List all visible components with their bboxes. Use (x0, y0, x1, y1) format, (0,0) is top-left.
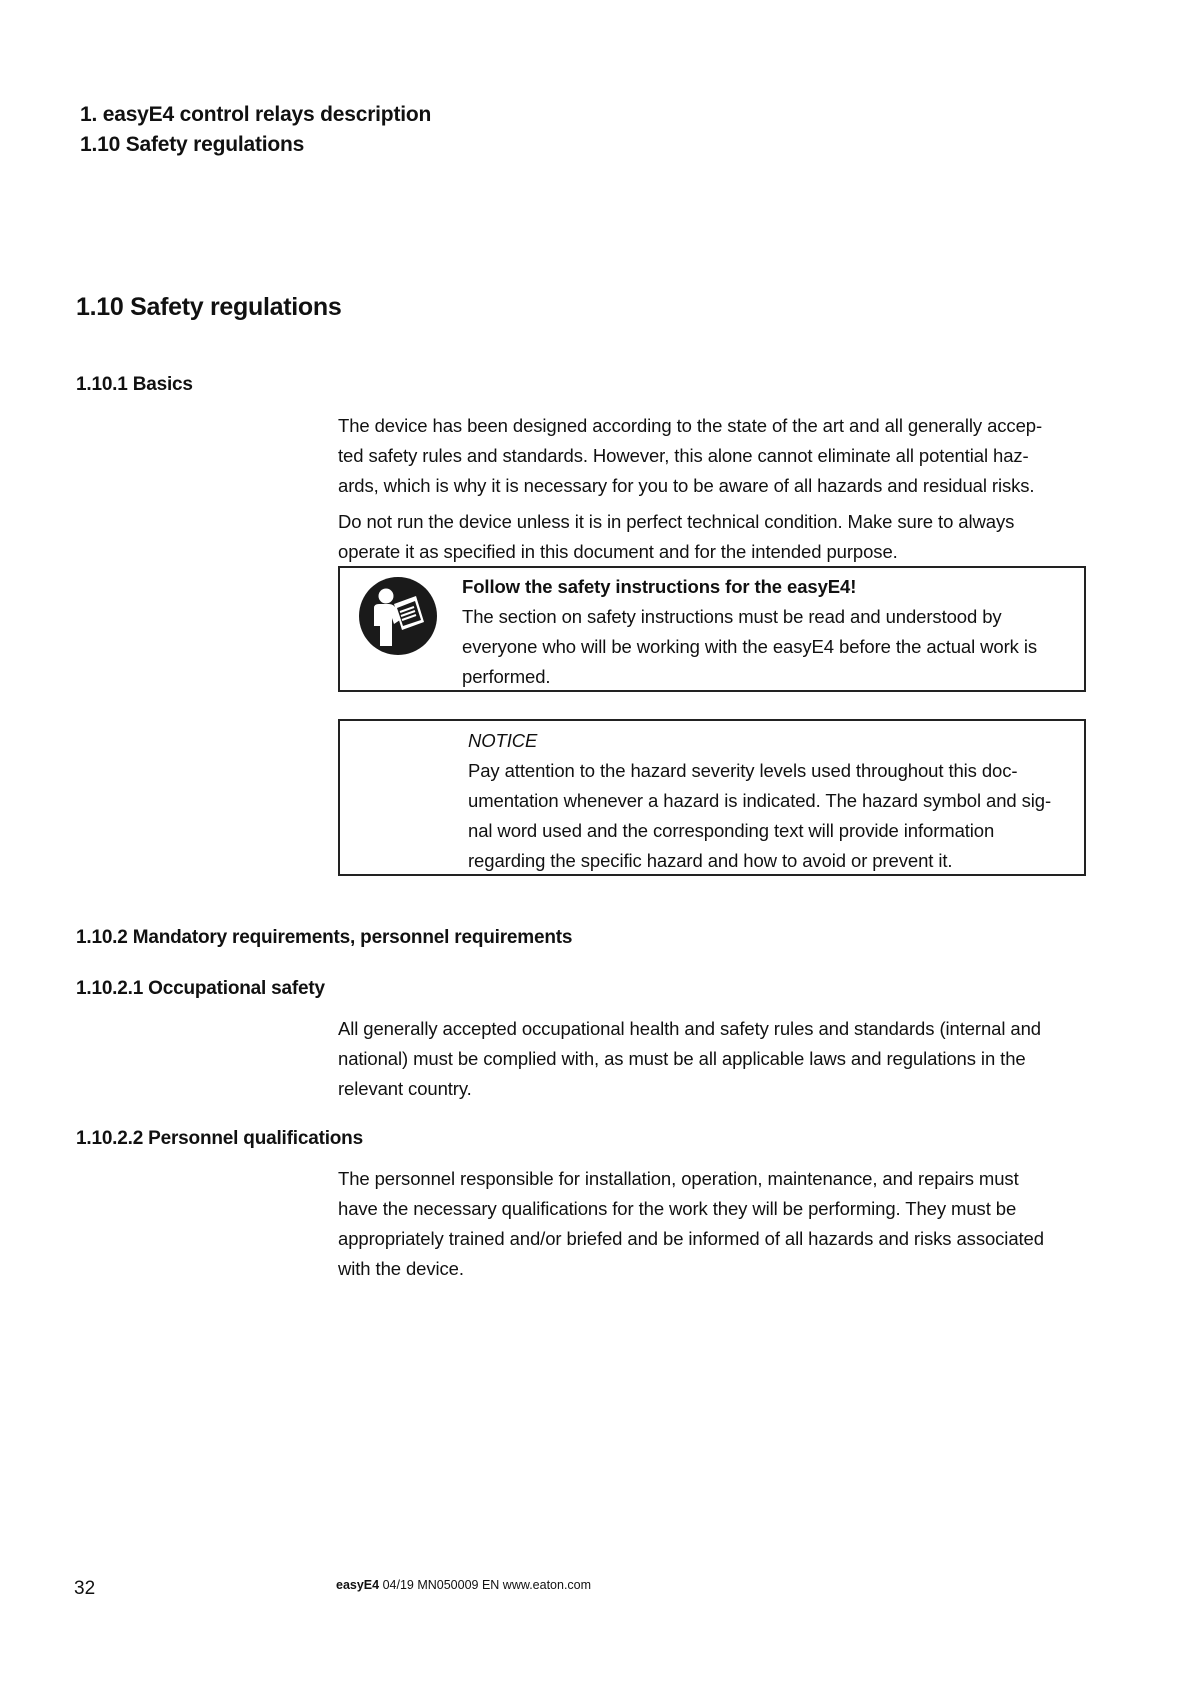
footer-brand: easyE4 (336, 1578, 380, 1592)
notice-label: NOTICE (468, 730, 538, 751)
text-line: ards, which is why it is necessary for you to be aware of all hazards and residual risks. (338, 475, 1035, 496)
occupational-paragraph (338, 1014, 1088, 1104)
text-line: umentation whenever a hazard is indicated. The hazard symbol and sig- (468, 790, 1052, 811)
basics-heading: 1.10.1 Basics (76, 374, 193, 395)
notice-box-text (468, 726, 1080, 876)
basics-paragraph-2 (338, 507, 1088, 567)
text-line: ted safety rules and standards. However, this alone cannot eliminate all potential haz- (338, 445, 1029, 466)
page-number: 32 (74, 1578, 96, 1599)
occupational-heading: 1.10.2.1 Occupational safety (76, 978, 325, 999)
text-line: performed. (462, 666, 551, 687)
running-header (80, 100, 431, 160)
text-line: nal word used and the corresponding text will provide information (468, 820, 995, 841)
text-line: everyone who will be working with the easyE4 before the actual work is (462, 636, 1038, 657)
text-line: regarding the specific hazard and how to avoid or prevent it. (468, 850, 953, 871)
personnel-heading: 1.10.2.2 Personnel qualifications (76, 1128, 363, 1149)
safety-box-title: Follow the safety instructions for the easyE4! (462, 576, 857, 597)
text-line: appropriately trained and/or briefed and be informed of all hazards and risks associated (338, 1228, 1044, 1249)
text-line: relevant country. (338, 1078, 472, 1099)
text-line: The section on safety instructions must be read and understood by (462, 606, 1002, 627)
header-chapter: 1. easyE4 control relays description (80, 103, 432, 126)
text-line: operate it as specified in this document and for the intended purpose. (338, 541, 898, 562)
text-line: Pay attention to the hazard severity levels used throughout this doc- (468, 760, 1018, 781)
page-title: 1.10 Safety regulations (76, 293, 342, 321)
personnel-body (338, 1164, 1088, 1284)
footer-info (336, 1578, 591, 1592)
text-line: Do not run the device unless it is in perfect technical condition. Make sure to always (338, 511, 1015, 532)
personnel-paragraph (338, 1164, 1088, 1284)
mandatory-heading: 1.10.2 Mandatory requirements, personnel requirements (76, 927, 573, 948)
text-line: The device has been designed according to the state of the art and all generally accep- (338, 415, 1043, 436)
basics-body (338, 411, 1088, 567)
header-section: 1.10 Safety regulations (80, 133, 305, 156)
notice-box (338, 719, 1086, 876)
text-line: have the necessary qualifications for the work they will be performing. They must be (338, 1198, 1017, 1219)
read-manual-icon (358, 576, 438, 656)
safety-box-text (462, 572, 1080, 692)
safety-instructions-box (338, 566, 1086, 692)
text-line: All generally accepted occupational health and safety rules and standards (internal and (338, 1018, 1041, 1039)
text-line: The personnel responsible for installation, operation, maintenance, and repairs must (338, 1168, 1019, 1189)
text-line: national) must be complied with, as must be all applicable laws and regulations in the (338, 1048, 1026, 1069)
text-line: with the device. (338, 1258, 464, 1279)
footer-details: 04/19 MN050009 EN www.eaton.com (379, 1578, 592, 1592)
occupational-body (338, 1014, 1088, 1104)
basics-paragraph-1 (338, 411, 1088, 501)
